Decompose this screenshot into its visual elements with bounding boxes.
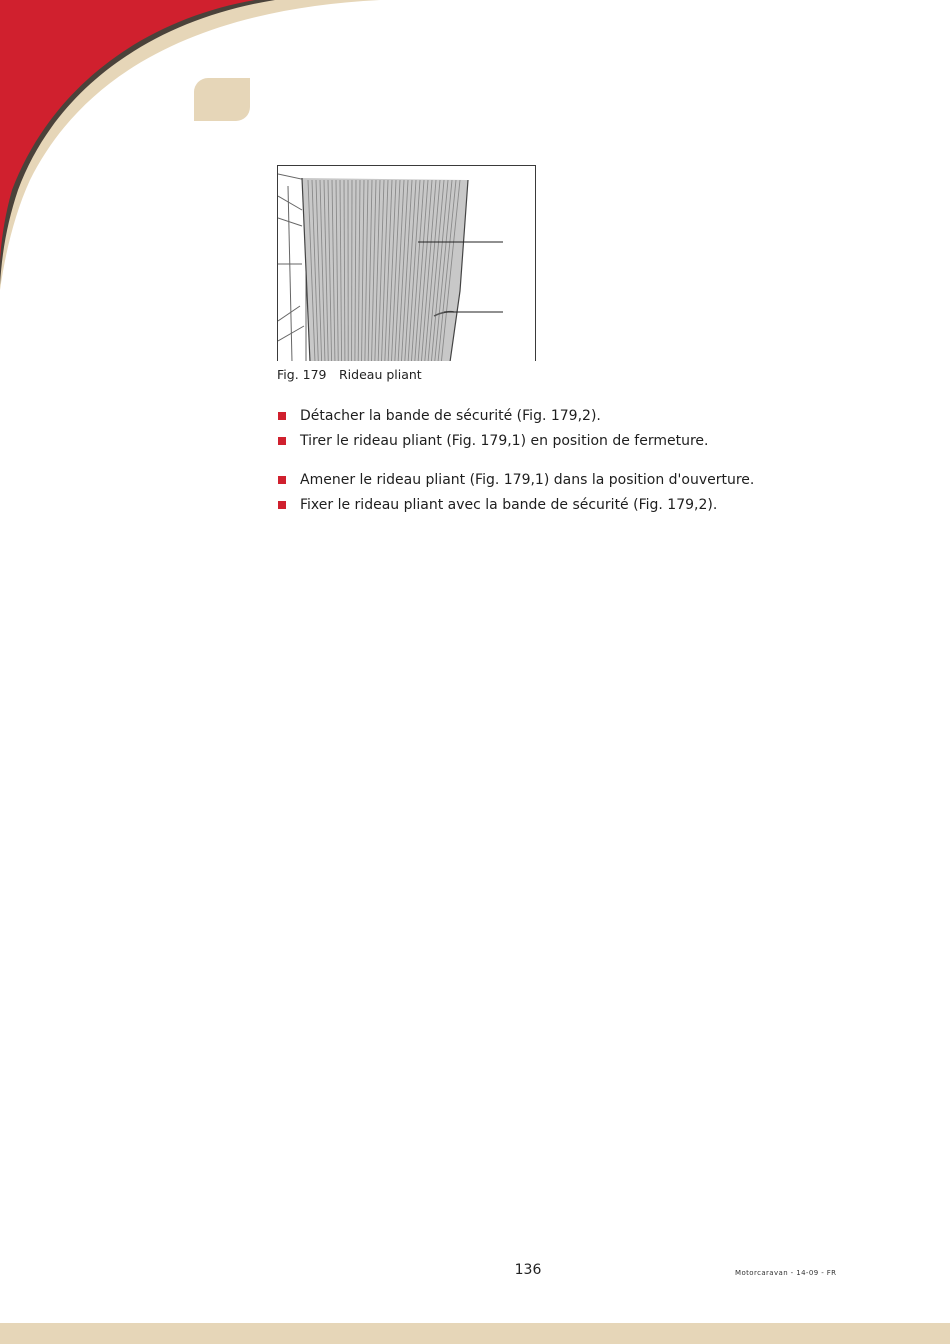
list-item (277, 493, 797, 518)
chapter-tab (194, 78, 250, 121)
steps-close-list (277, 404, 797, 453)
folding-curtain-illustration (278, 166, 536, 361)
step-text: Fixer le rideau pliant avec la bande de sécurité (Fig. 179,2). (300, 496, 718, 513)
bottom-band (0, 1323, 950, 1344)
figure-number: Fig. 179 (277, 367, 327, 382)
square-bullet-icon (278, 501, 286, 509)
page-number: 136 (514, 1262, 542, 1278)
step-text: Détacher la bande de sécurité (Fig. 179,2). (300, 408, 601, 424)
step-text: Tirer le rideau pliant (Fig. 179,1) en position de fermeture. (300, 432, 709, 449)
step-text: Amener le rideau pliant (Fig. 179,1) dans la position d'ouverture. (300, 472, 755, 488)
list-item (277, 429, 797, 454)
document-reference: Motorcaravan - 14-09 - FR (735, 1269, 837, 1277)
square-bullet-icon (278, 476, 286, 484)
figure-caption-text: Rideau pliant (339, 367, 422, 382)
list-item (277, 468, 797, 493)
steps-open-list (277, 468, 797, 517)
list-item (277, 404, 797, 429)
square-bullet-icon (278, 437, 286, 445)
square-bullet-icon (278, 412, 286, 420)
figure-folding-curtain (277, 165, 536, 361)
figure-caption (277, 367, 422, 382)
